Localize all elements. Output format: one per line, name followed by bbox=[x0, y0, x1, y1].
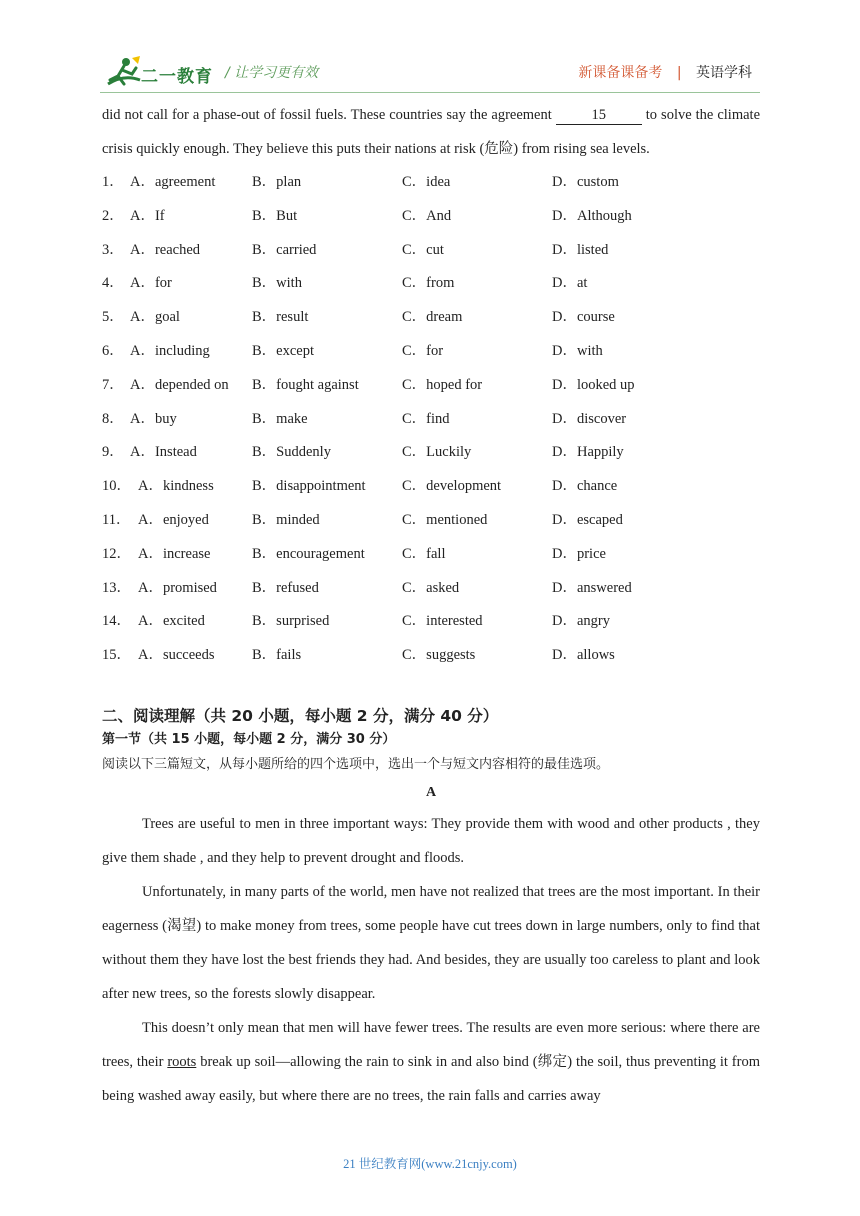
section-part-title: 第一节（共 15 小题，每小题 2 分，满分 30 分） bbox=[102, 731, 396, 747]
passage-label: A bbox=[425, 784, 437, 800]
option-c: C．development bbox=[402, 478, 502, 495]
option-row bbox=[102, 605, 760, 639]
option-a: A．kindness bbox=[138, 478, 214, 495]
option-row bbox=[102, 470, 760, 504]
option-b: B．refused bbox=[252, 579, 319, 596]
option-c: C．hoped for bbox=[402, 376, 483, 393]
option-d: D．course bbox=[552, 309, 615, 326]
header-right bbox=[578, 62, 752, 82]
option-b: B．carried bbox=[252, 241, 317, 258]
option-b: B．plan bbox=[252, 174, 302, 190]
question-number: 11． bbox=[102, 511, 131, 528]
option-d: D．looked up bbox=[552, 376, 635, 393]
option-row bbox=[102, 335, 760, 369]
blank-15: 15 bbox=[556, 106, 642, 125]
option-d: D．price bbox=[552, 545, 606, 562]
option-d: D．discover bbox=[552, 410, 627, 427]
option-b: B．minded bbox=[252, 511, 320, 528]
option-row bbox=[102, 301, 760, 335]
question-number: 5． bbox=[102, 309, 124, 326]
question-number: 10． bbox=[102, 478, 131, 495]
option-c: C．from bbox=[402, 275, 455, 292]
option-a: A．for bbox=[130, 275, 172, 292]
option-d: D．chance bbox=[552, 478, 618, 495]
question-number: 3． bbox=[102, 241, 124, 258]
paragraph-3 bbox=[102, 1011, 760, 1113]
option-b: B．fought against bbox=[252, 376, 359, 393]
option-d: D．with bbox=[552, 342, 603, 359]
passage-ending bbox=[102, 98, 760, 166]
page-header bbox=[0, 0, 860, 100]
option-d: D．Although bbox=[552, 207, 632, 224]
header-divider bbox=[100, 92, 760, 93]
option-c: C．dream bbox=[402, 309, 463, 326]
option-a: A．depended on bbox=[130, 376, 229, 393]
header-separator: | bbox=[676, 65, 682, 81]
paragraph-text: break up soil—allowing the rain to sink in and also bind (绑定) the soil, thus preventing it from being washed away easily, but where there are no trees, the rain falls and carries away bbox=[102, 1053, 760, 1104]
option-d: D．answered bbox=[552, 579, 632, 596]
question-number: 13． bbox=[102, 579, 131, 596]
option-b: B．with bbox=[252, 275, 302, 292]
header-subject: 英语学科 bbox=[696, 65, 752, 81]
option-row bbox=[102, 267, 760, 301]
option-c: C．find bbox=[402, 410, 450, 427]
question-number: 9． bbox=[102, 444, 124, 461]
option-a: A．enjoyed bbox=[138, 511, 209, 528]
option-c: C．cut bbox=[402, 241, 444, 258]
option-b: B．result bbox=[252, 309, 309, 326]
option-c: C．asked bbox=[402, 579, 460, 596]
instruction: 阅读以下三篇短文，从每小题所给的四个选项中，选出一个与短文内容相符的最佳选项。 bbox=[102, 756, 610, 772]
option-d: D．allows bbox=[552, 647, 615, 664]
option-c: C．for bbox=[402, 342, 444, 359]
option-row bbox=[102, 504, 760, 538]
section-title: 二、阅读理解（共 20 小题，每小题 2 分，满分 40 分） bbox=[102, 706, 499, 725]
option-row bbox=[102, 538, 760, 572]
header-label: 新课备课备考 bbox=[578, 65, 663, 81]
question-number: 2． bbox=[102, 207, 124, 224]
options-list bbox=[102, 166, 760, 673]
option-row bbox=[102, 436, 760, 470]
option-b: B．fails bbox=[252, 647, 302, 664]
passage-text: did not call for a phase-out of fossil fuels. These countries say the agreement bbox=[102, 107, 552, 123]
option-b: B．encouragement bbox=[252, 545, 365, 562]
logo-text: 二一教育 bbox=[141, 67, 213, 87]
option-a: A．including bbox=[130, 342, 210, 359]
option-a: A．succeeds bbox=[138, 647, 215, 664]
option-b: B．except bbox=[252, 342, 315, 359]
option-d: D．angry bbox=[552, 613, 610, 630]
option-a: A．excited bbox=[138, 613, 205, 630]
option-row bbox=[102, 639, 760, 673]
option-a: A．buy bbox=[130, 410, 177, 427]
question-number: 8． bbox=[102, 410, 124, 427]
option-d: D．listed bbox=[552, 241, 609, 258]
option-c: C．Luckily bbox=[402, 444, 472, 461]
question-number: 4． bbox=[102, 275, 124, 292]
option-c: C．mentioned bbox=[402, 511, 488, 528]
option-a: A．goal bbox=[130, 309, 180, 326]
question-number: 1． bbox=[102, 174, 124, 190]
option-b: B．surprised bbox=[252, 613, 330, 630]
question-number: 14． bbox=[102, 613, 131, 630]
option-a: A．agreement bbox=[130, 174, 216, 190]
option-d: D．custom bbox=[552, 174, 619, 190]
slogan: / 让学习更有效 bbox=[225, 65, 319, 81]
option-row bbox=[102, 369, 760, 403]
option-b: B．Suddenly bbox=[252, 444, 331, 461]
question-number: 12． bbox=[102, 545, 131, 562]
option-row bbox=[102, 403, 760, 437]
underlined-word: roots bbox=[167, 1053, 197, 1070]
passage-text: to solve the climate crisis quickly enough. They believe this puts their nations at risk (危险) from rising sea levels. bbox=[102, 107, 761, 157]
option-row bbox=[102, 572, 760, 606]
document-body bbox=[102, 98, 760, 1113]
option-a: A．reached bbox=[130, 241, 201, 258]
option-d: D．escaped bbox=[552, 511, 623, 528]
question-number: 15． bbox=[102, 647, 131, 664]
option-c: C．And bbox=[402, 207, 452, 224]
option-c: C．suggests bbox=[402, 647, 476, 664]
option-a: A．Instead bbox=[130, 444, 197, 461]
option-a: A．If bbox=[130, 207, 165, 224]
option-a: A．promised bbox=[138, 579, 217, 596]
option-row bbox=[102, 234, 760, 268]
page-footer: 21 世纪教育网(www.21cnjy.com) bbox=[343, 1157, 517, 1171]
option-row bbox=[102, 166, 760, 200]
question-number: 7． bbox=[102, 376, 124, 393]
option-row bbox=[102, 200, 760, 234]
option-b: B．disappointment bbox=[252, 478, 366, 495]
option-b: B．But bbox=[252, 207, 298, 224]
option-d: D．at bbox=[552, 275, 588, 292]
paragraph-2: Unfortunately, in many parts of the world, men have not realized that trees are the most important. In their eagerness (渴望) to make money from trees, some people have cut trees down in large numbers, only to find that without them they have lost the best friends they had. And besides, they are usually too careless to plant and look after new trees, so the forests slowly disappear. bbox=[102, 883, 760, 1002]
option-b: B．make bbox=[252, 410, 308, 427]
option-c: C．idea bbox=[402, 174, 451, 190]
paragraph-text: This doesn’t only mean that men will have fewer trees. The results are even more serious: where there are trees, their bbox=[102, 1019, 760, 1070]
question-number: 6． bbox=[102, 342, 124, 359]
option-d: D．Happily bbox=[552, 444, 624, 461]
option-c: C．fall bbox=[402, 545, 446, 562]
option-a: A．increase bbox=[138, 545, 211, 562]
option-c: C．interested bbox=[402, 613, 483, 630]
paragraph-1: Trees are useful to men in three important ways: They provide them with wood and other products , they give them shade , and they help to prevent drought and floods. bbox=[102, 815, 760, 866]
